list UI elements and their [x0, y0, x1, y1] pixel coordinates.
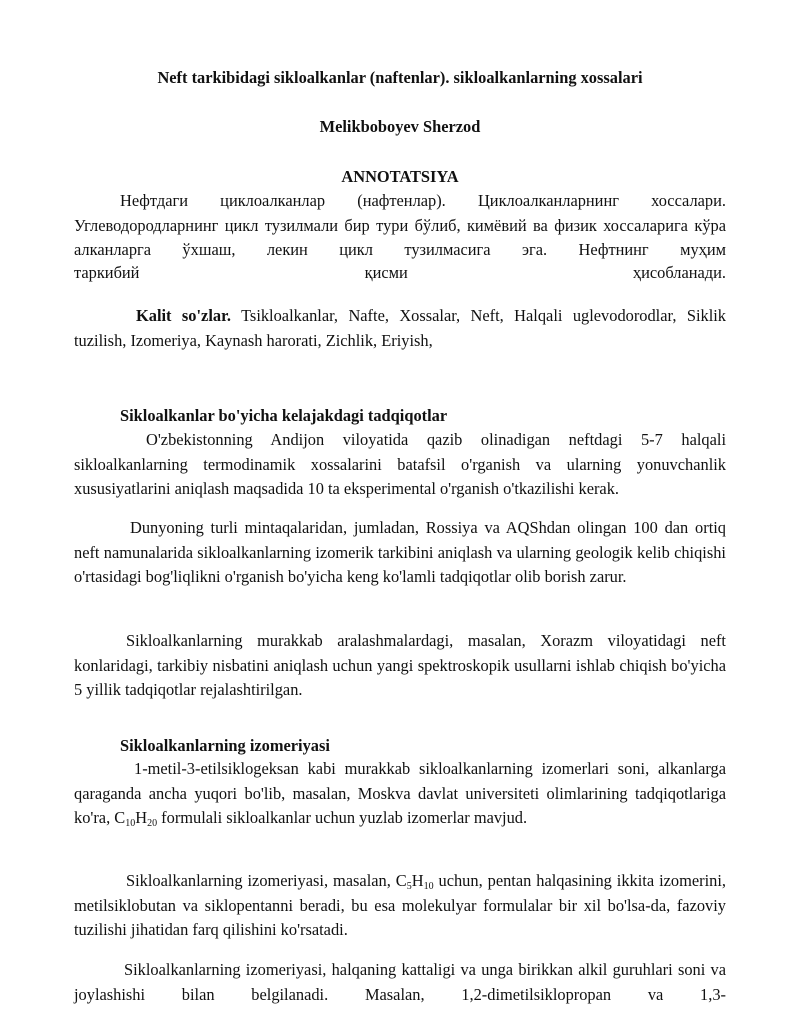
- paragraph: O'zbekistonning Andijon viloyatida qazib olinadigan neftdagi 5-7 halqali sikloalkanlarning termodinamik xossalarini batafsil o'rganish va ularning yonuvchanlik xususiyatlarini aniqlash maqsadida 10 ta eksperimental o'rganish o'tkazilishi kerak.: [74, 430, 726, 498]
- paragraph: Sikloalkanlarning izomeriyasi, halqaning kattaligi va unga birikkan alkil guruhlari soni va joylashishi bilan belgilanadi. Masalan, 1,2-dimetilsiklopropan va 1,3-: [74, 960, 726, 1004]
- paragraph-text: 1-metil-3-etilsiklogeksan kabi murakkab sikloalkanlarning izomerlari soni, alkanlarga qaraganda ancha yuqori bo'lib, masalan, Moskva davlat universiteti olimlarining tadqiqotlariga ko'ra, C: [74, 759, 726, 827]
- paragraph: [74, 757, 726, 831]
- subscript: 20: [147, 818, 158, 829]
- section-heading-future-research: Sikloalkanlar bo'yicha kelajakdagi tadqiqotlar: [120, 406, 448, 425]
- keywords-label: Kalit so'zlar.: [136, 306, 231, 325]
- formula-h: H: [135, 808, 148, 827]
- author-name: Melikboboyev Sherzod: [319, 117, 481, 136]
- annotation-text: Нефтдаги циклоалканлар (нафтенлар). Циклоалканларнинг хоссалари. Углеводородларнинг цикл тузилмали бир тури бўлиб, кимёвий ва физик хоссаларига кўра алканларга ўхшаш, лекин цикл тузилмасига эга. Нефтнинг муҳим: [74, 191, 726, 259]
- annotation-heading: ANNOTATSIYA: [341, 167, 459, 186]
- subscript: 10: [423, 881, 434, 892]
- paragraph: [74, 869, 726, 943]
- subscript: 10: [125, 818, 136, 829]
- subscript: 5: [406, 881, 412, 892]
- annotation-paragraph: [74, 189, 726, 263]
- keywords-paragraph: [74, 304, 726, 353]
- section-heading-isomerism: Sikloalkanlarning izomeriyasi: [120, 736, 330, 755]
- paragraph-text: uchun, pentan halqasining ikkita izomerini, metilsiklobutan va siklopentanni beradi, bu esa molekulyar formulalar bir xil bo'lsa-da, fazoviy tuzilishi jihatidan farq qilishini ko'rsatadi.: [74, 871, 727, 939]
- paragraph-text: Sikloalkanlarning izomeriyasi, masalan, C: [126, 871, 407, 890]
- formula-h: H: [411, 871, 424, 890]
- paragraph-text: formulali sikloalkanlar uchun yuzlab izomerlar mavjud.: [157, 808, 528, 827]
- paper-title: Neft tarkibidagi sikloalkanlar (naftenlar). sikloalkanlarning xossalari: [157, 68, 643, 87]
- keywords-text: Tsikloalkanlar, Nafte, Xossalar, Neft, Halqali uglevodorodlar, Siklik tuzilish, Izomeriya, Kaynash harorati, Zichlik, Eriyish,: [74, 306, 726, 350]
- paragraph: Dunyoning turli mintaqalaridan, jumladan, Rossiya va AQShdan olingan 100 dan ortiq neft namunalarida sikloalkanlarning izomerik tarkibini aniqlash va ularning geologik kelib chiqishi o'rtasidagi bog'liqlikni o'rganish bo'yicha keng ko'lamli tadqiqotlar olib borish zarur.: [74, 518, 726, 586]
- annotation-last-line: таркибий қисми ҳисобланади.: [74, 263, 726, 282]
- paragraph: Sikloalkanlarning murakkab aralashmalardagi, masalan, Xorazm viloyatidagi neft konlaridagi, tarkibiy nisbatini aniqlash uchun yangi spektroskopik usullarni ishlab chiqish bo'yicha 5 yillik tadqiqotlar rejalashtirilgan.: [74, 631, 726, 699]
